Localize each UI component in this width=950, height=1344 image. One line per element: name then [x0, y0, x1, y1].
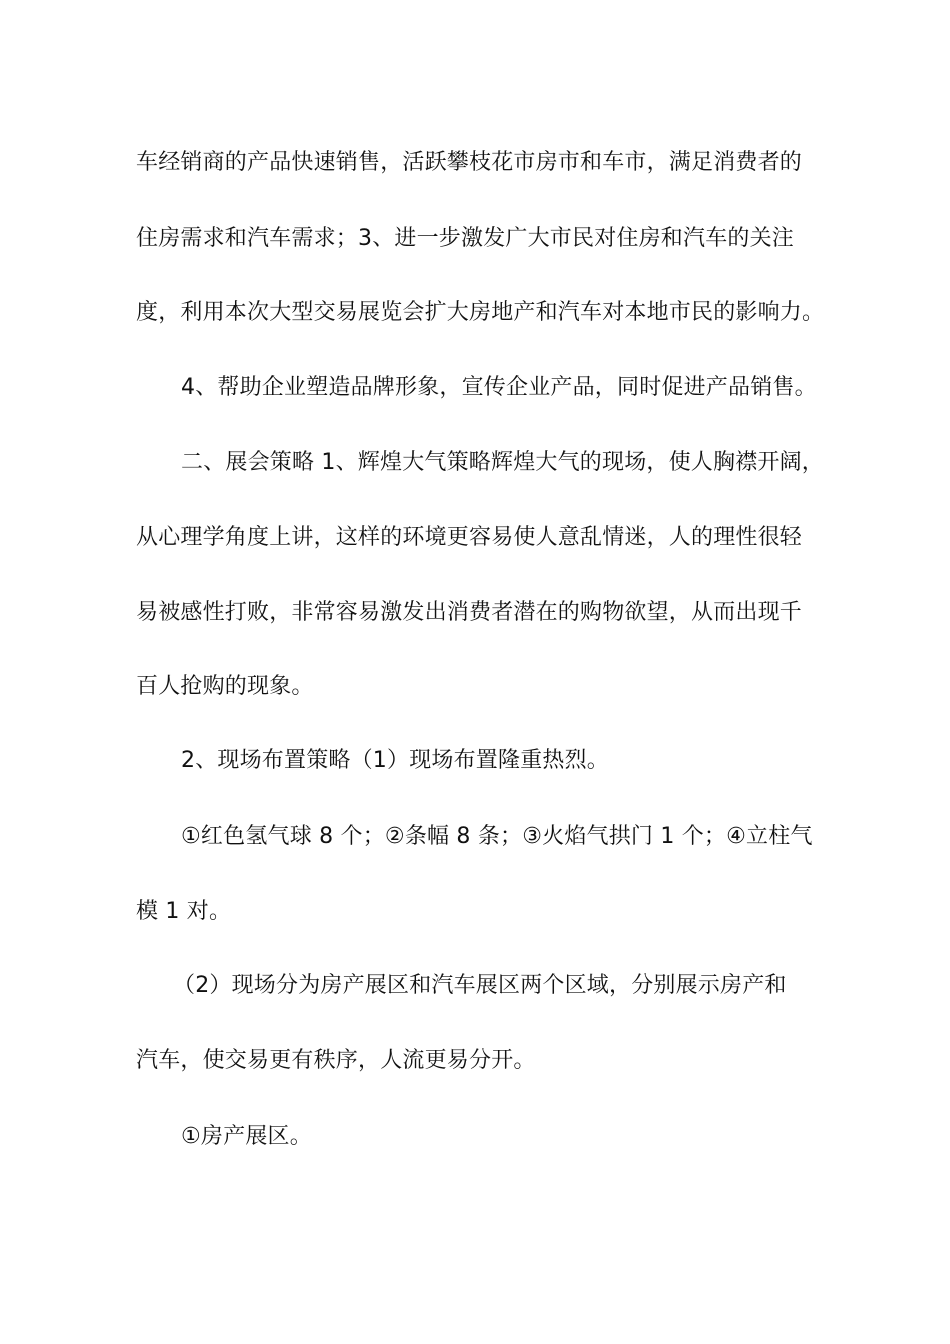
paragraph-line: ①红色氢气球 8 个；②条幅 8 条；③火焰气拱门 1 个；④立柱气 — [181, 824, 813, 849]
paragraph-line: 2、现场布置策略（1）现场布置隆重热烈。 — [181, 748, 609, 773]
paragraph-line: 车经销商的产品快速销售，活跃攀枝花市房市和车市，满足消费者的 — [136, 150, 803, 175]
paragraph-line: 从心理学角度上讲，这样的环境更容易使人意乱情迷，人的理性很轻 — [136, 525, 803, 550]
paragraph-line: 二、展会策略 1、辉煌大气策略辉煌大气的现场，使人胸襟开阔， — [181, 450, 824, 475]
paragraph-line: 住房需求和汽车需求；3、进一步激发广大市民对住房和汽车的关注 — [136, 226, 794, 251]
paragraph-line: 模 1 对。 — [136, 899, 232, 924]
paragraph-line: 汽车，使交易更有秩序，人流更易分开。 — [136, 1048, 536, 1073]
paragraph-line: 度，利用本次大型交易展览会扩大房地产和汽车对本地市民的影响力。 — [136, 300, 825, 325]
paragraph-line: 百人抢购的现象。 — [136, 674, 314, 699]
paragraph-line: 易被感性打败，非常容易激发出消费者潜在的购物欲望，从而出现千 — [136, 600, 803, 625]
paragraph-line: ①房产展区。 — [181, 1124, 312, 1149]
paragraph-line: 4、帮助企业塑造品牌形象，宣传企业产品，同时促进产品销售。 — [181, 375, 817, 400]
paragraph-line: （2）现场分为房产展区和汽车展区两个区域，分别展示房产和 — [173, 973, 787, 998]
